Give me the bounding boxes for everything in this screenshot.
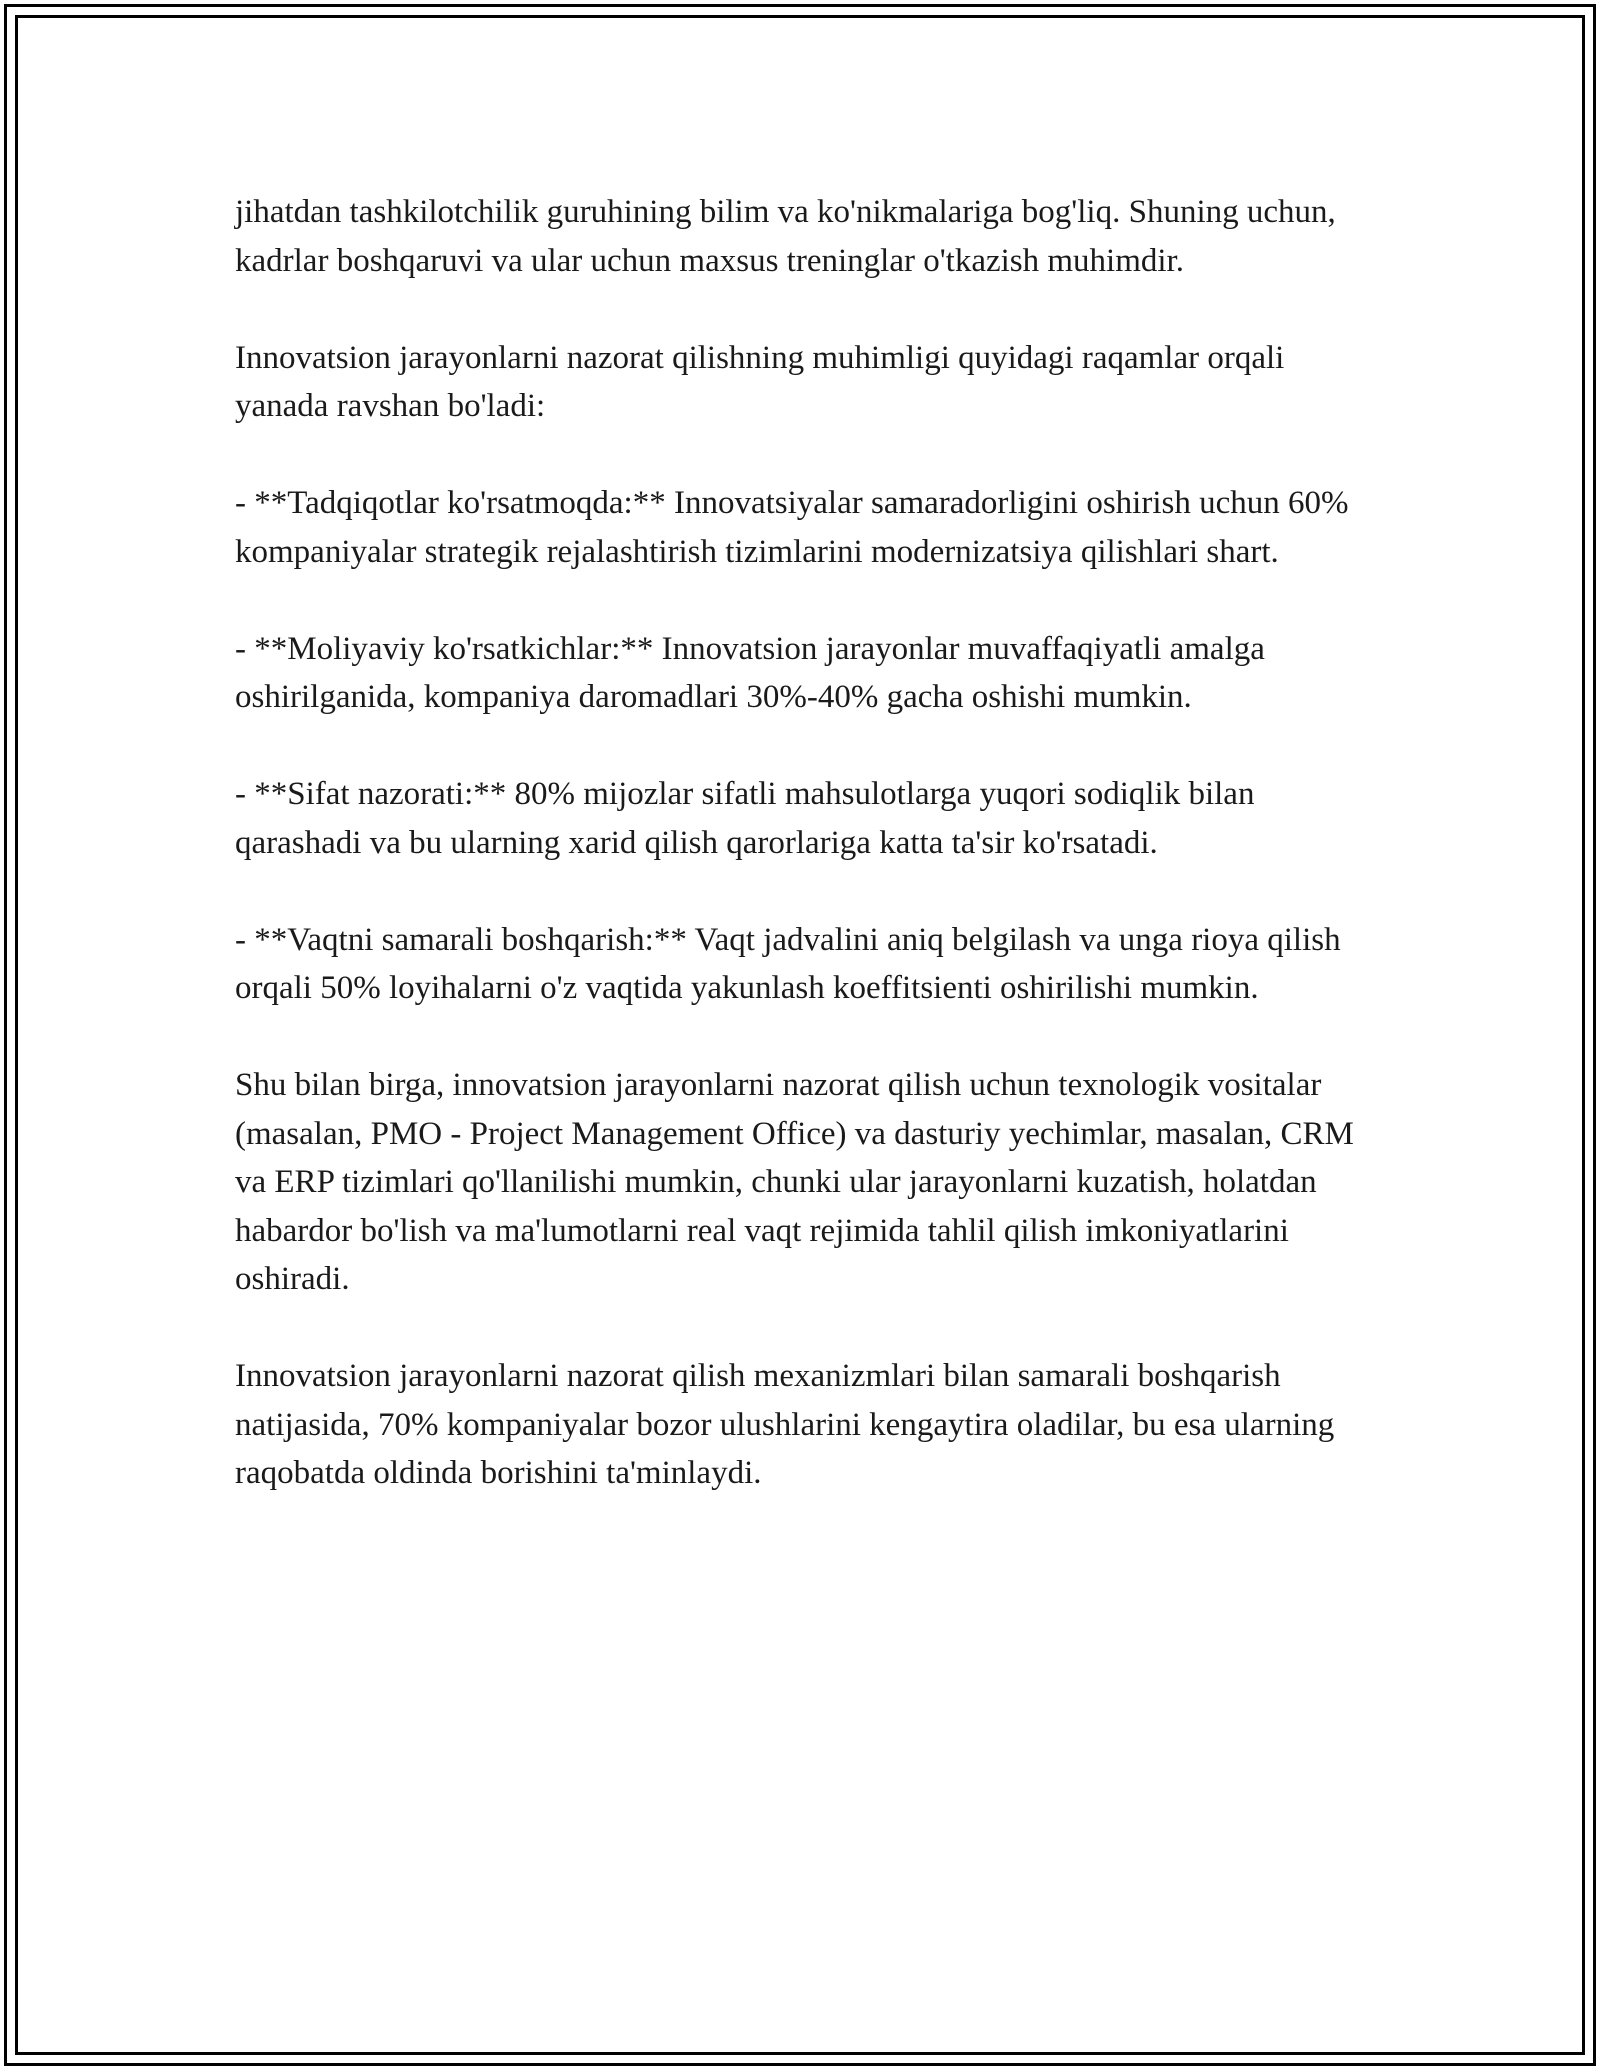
list-item-time-management: - **Vaqtni samarali boshqarish:** Vaqt jadvalini aniq belgilash va unga rioya qilish orqali 50% loyihalarni o'z vaqtida yakunlash koeffitsienti oshirilishi mumkin.	[235, 921, 1341, 1006]
paragraph-figures-intro: Innovatsion jarayonlarni nazorat qilishning muhimligi quyidagi raqamlar orqali yanada ravshan bo'ladi:	[235, 339, 1285, 424]
list-item-financial: - **Moliyaviy ko'rsatkichlar:** Innovatsion jarayonlar muvaffaqiyatli amalga oshirilganida, kompaniya daromadlari 30%-40% gacha oshishi mumkin.	[235, 630, 1265, 715]
document-body	[235, 188, 1365, 1498]
paragraph-conclusion: Innovatsion jarayonlarni nazorat qilish mexanizmlari bilan samarali boshqarish natijasida, 70% kompaniyalar bozor ulushlarini kengaytira oladilar, bu esa ularning raqobatda oldinda borishini ta'minlaydi.	[235, 1358, 1335, 1491]
paragraph-intro-continuation: jihatdan tashkilotchilik guruhining bilim va ko'nikmalariga bog'liq. Shuning uchun, kadrlar boshqaruvi va ular uchun maxsus treninglar o'tkazish muhimdir.	[235, 194, 1336, 279]
paragraph-tools: Shu bilan birga, innovatsion jarayonlarni nazorat qilish uchun texnologik vositalar (masalan, PMO - Project Management Office) va dasturiy yechimlar, masalan, CRM va ERP tizimlari qo'llanilishi mumkin, chunki ular jarayonlarni kuzatish, holatdan habardor bo'lish va ma'lumotlarni real vaqt rejimida tahlil qilish imkoniyatlarini oshiradi.	[235, 1067, 1354, 1297]
list-item-research: - **Tadqiqotlar ko'rsatmoqda:** Innovatsiyalar samaradorligini oshirish uchun 60% kompaniyalar strategik rejalashtirish tizimlarini modernizatsiya qilishlari shart.	[235, 485, 1349, 570]
list-item-quality: - **Sifat nazorati:** 80% mijozlar sifatli mahsulotlarga yuqori sodiqlik bilan qarashadi va bu ularning xarid qilish qarorlariga katta ta'sir ko'rsatadi.	[235, 776, 1255, 861]
